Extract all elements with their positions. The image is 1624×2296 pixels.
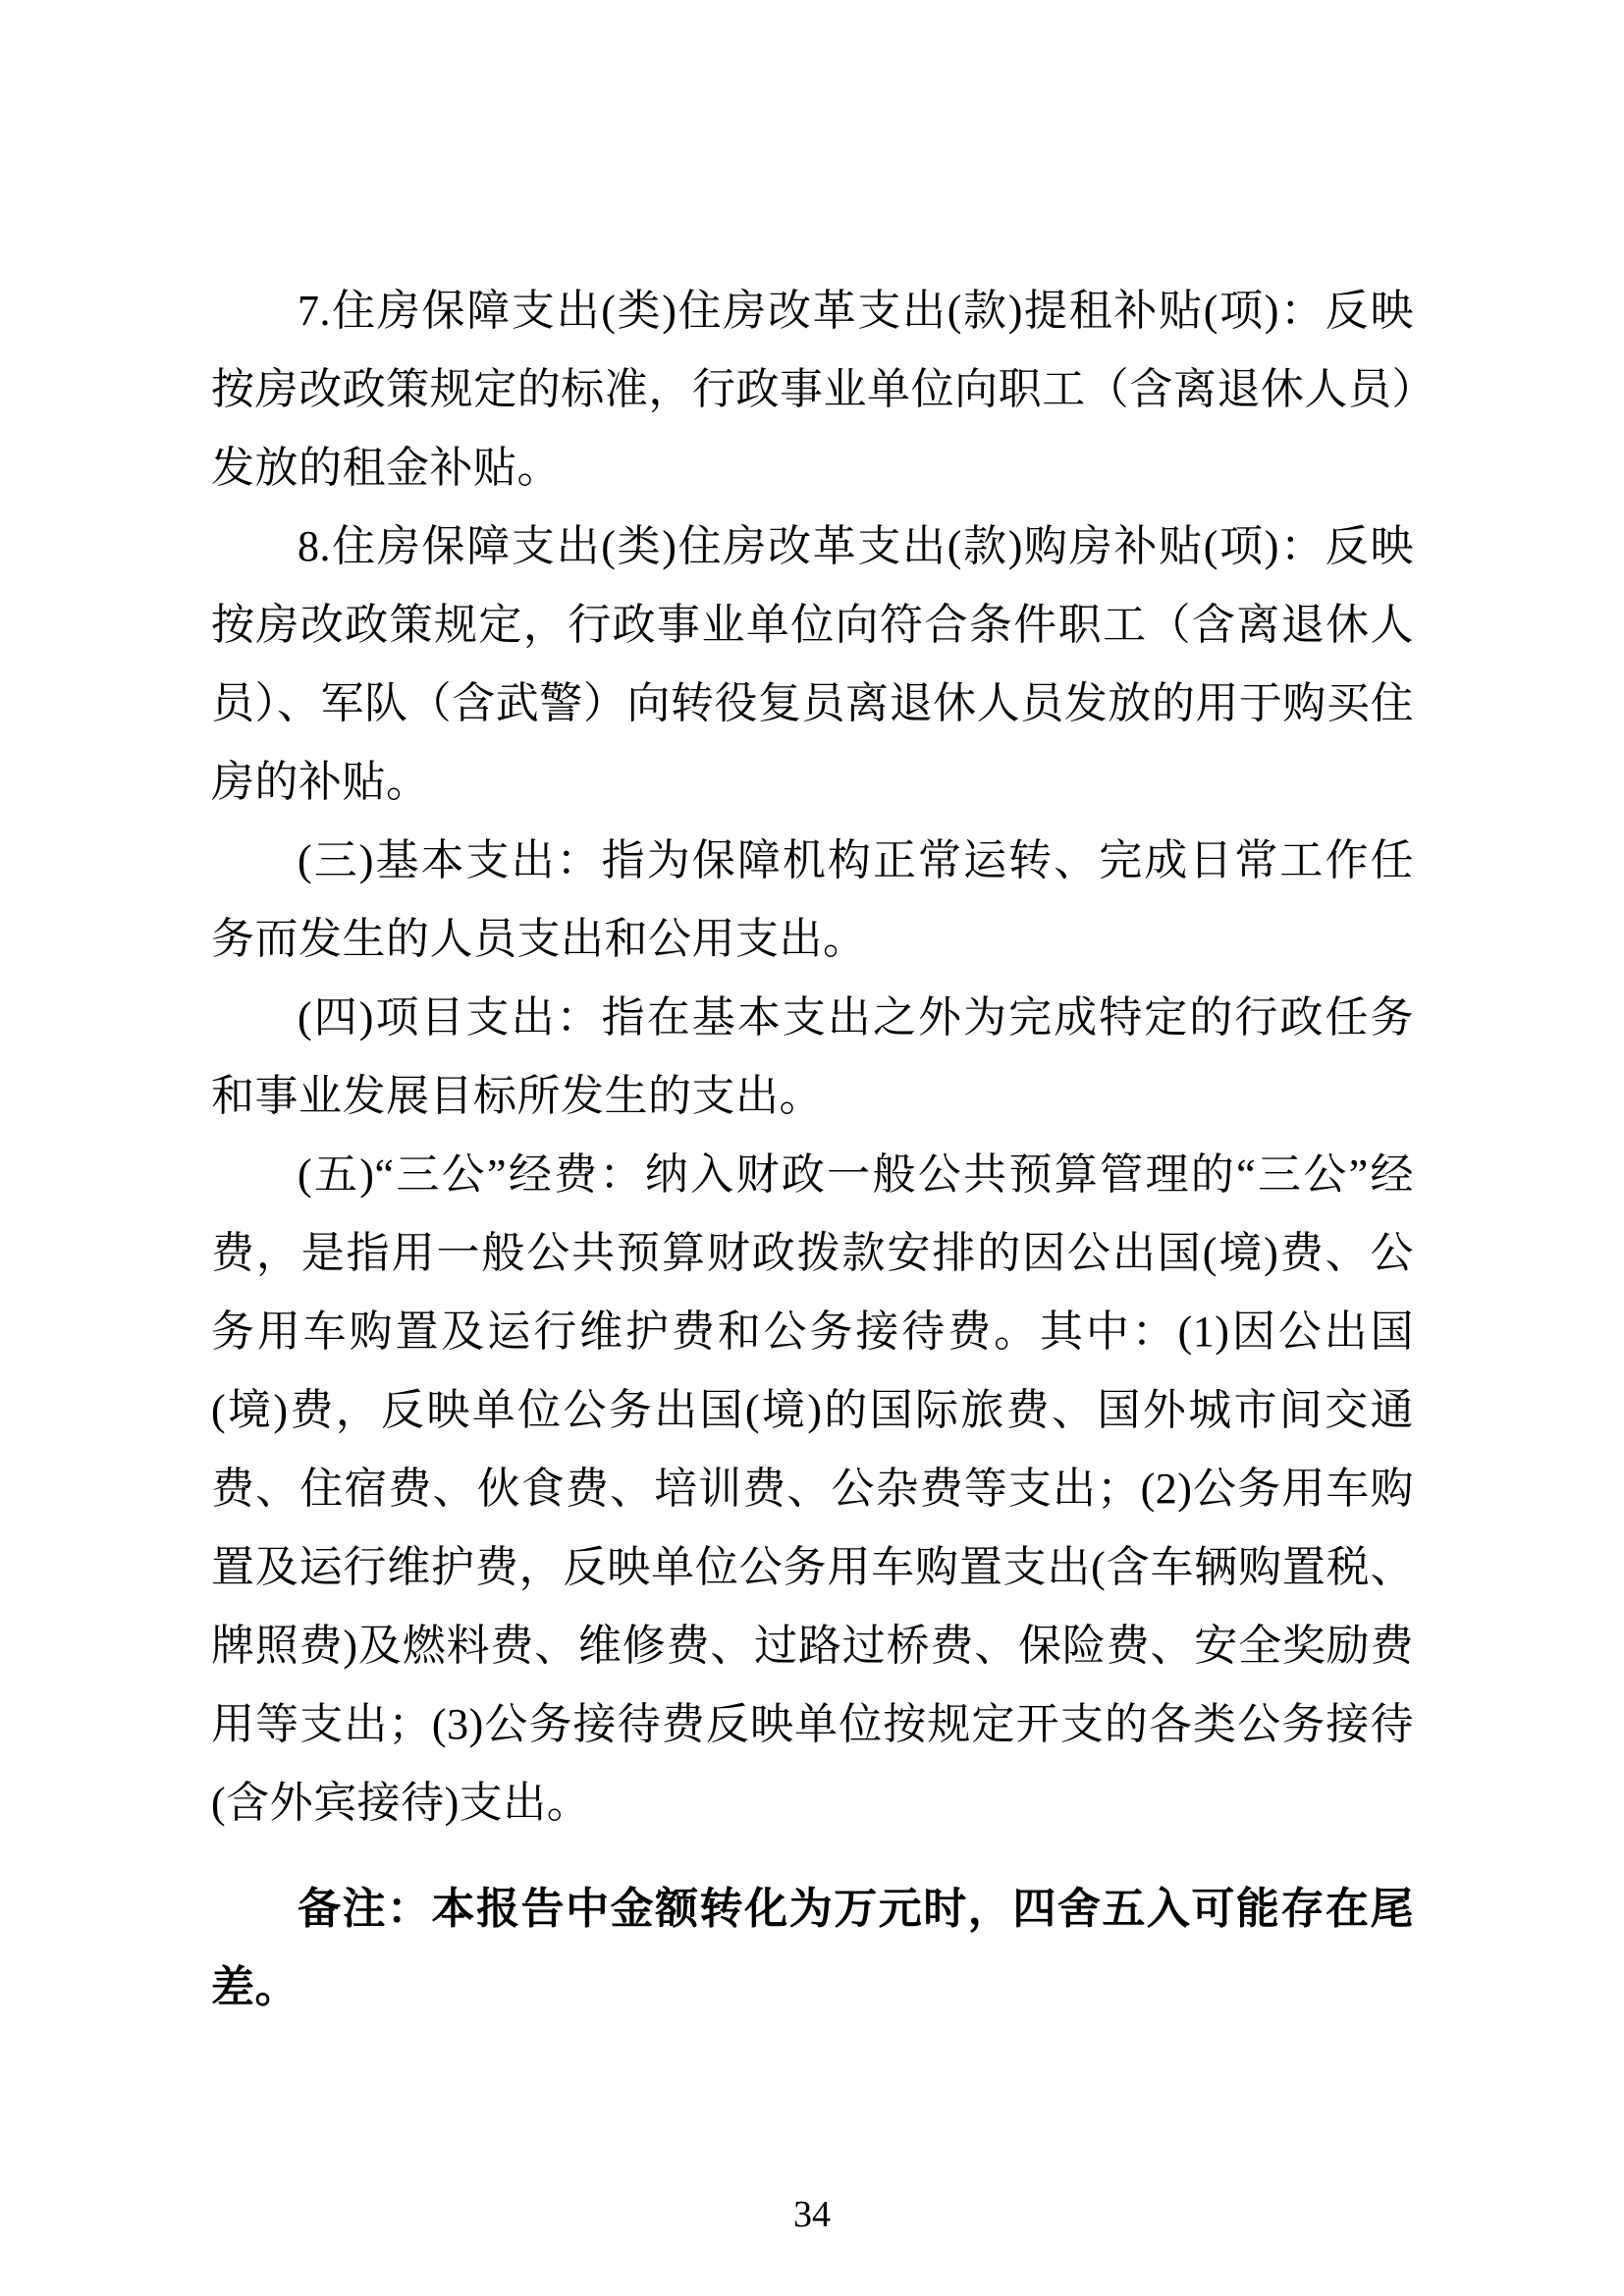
document-body xyxy=(211,272,1414,2027)
page-number: 34 xyxy=(793,2194,831,2235)
paragraph-basic-expenditure: (三)基本支出：指为保障机构正常运转、完成日常工作任务而发生的人员支出和公用支出。 xyxy=(211,836,1414,963)
page-footer xyxy=(0,2193,1624,2236)
note-remark: 备注：本报告中金额转化为万元时，四舍五入可能存在尾差。 xyxy=(211,1885,1414,2011)
paragraph-housing-purchase-subsidy: 8.住房保障支出(类)住房改革支出(款)购房补贴(项)：反映按房改政策规定，行政事业单位向符合条件职工（含离退休人员）、军队（含武警）向转役复员离退休人员发放的用于购买住房的补贴。 xyxy=(211,522,1414,806)
paragraph-project-expenditure: (四)项目支出：指在基本支出之外为完成特定的行政任务和事业发展目标所发生的支出。 xyxy=(211,993,1414,1120)
paragraph-three-public-funds: (五)“三公”经费：纳入财政一般公共预算管理的“三公”经费，是指用一般公共预算财政拨款安排的因公出国(境)费、公务用车购置及运行维护费和公务接待费。其中：(1)因公出国(境)费，反映单位公务出国(境)的国际旅费、国外城市间交通费、住宿费、伙食费、培训费、公杂费等支出；(2)公务用车购置及运行维护费，反映单位公务用车购置支出(含车辆购置税、牌照费)及燃料费、维修费、过路过桥费、保险费、安全奖励费用等支出；(3)公务接待费反映单位按规定开支的各类公务接待(含外宾接待)支出。 xyxy=(211,1150,1414,1827)
paragraph-housing-rent-subsidy: 7.住房保障支出(类)住房改革支出(款)提租补贴(项)：反映按房改政策规定的标准，行政事业单位向职工（含离退休人员）发放的租金补贴。 xyxy=(211,287,1414,492)
